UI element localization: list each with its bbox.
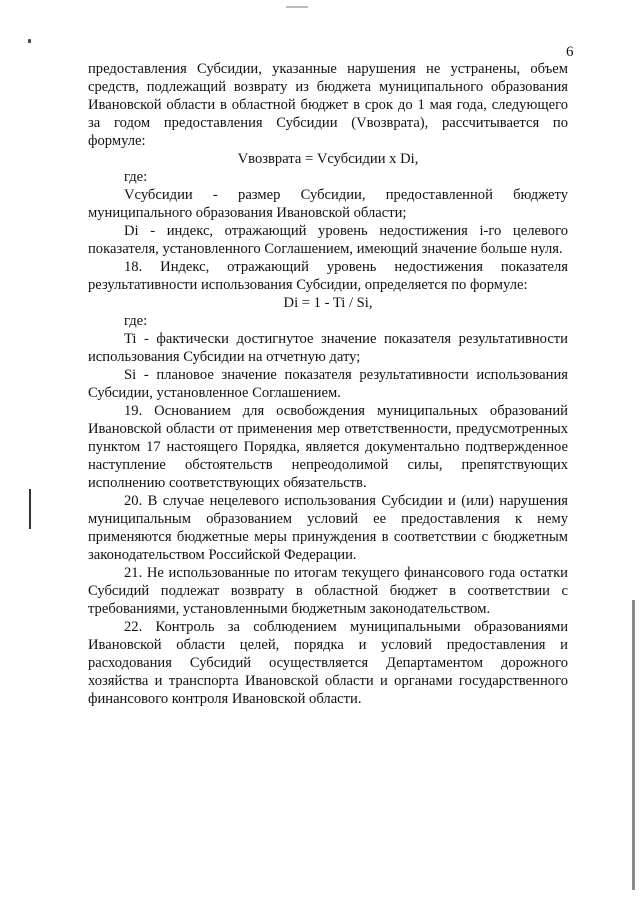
- formula-vozvrata: Vвозврата = Vсубсидии x Di,: [237, 151, 419, 167]
- where-label: где:: [124, 169, 148, 185]
- paragraph-18: 18. Индекс, отражающий уровень недостижения показателя результативности использования Субсидии, определяется по формуле:: [88, 259, 568, 293]
- scan-artifact-top: [286, 6, 308, 8]
- margin-mark-left: [29, 489, 31, 529]
- where-label: где:: [124, 313, 148, 329]
- definition-di: Di - индекс, отражающий уровень недостижения i-го целевого показателя, установленного Соглашением, имеющий значение больше нуля.: [88, 223, 568, 257]
- scan-edge-right: [632, 600, 635, 890]
- scan-artifact-dot: [28, 39, 31, 43]
- page-number: 6: [566, 44, 574, 60]
- formula-di: Di = 1 - Ti / Si,: [283, 295, 373, 311]
- paragraph-20: 20. В случае нецелевого использования Субсидии и (или) нарушения муниципальным образованием условий ее предоставления к нему применяются бюджетные меры принуждения в соответствии с бюджетным законодательством Российской Федерации.: [88, 493, 568, 563]
- definition-vsubsidii: Vсубсидии - размер Субсидии, предоставленной бюджету муниципального образования Ивановской области;: [88, 187, 568, 221]
- document-body: [88, 60, 568, 708]
- paragraph-intro-continuation: предоставления Субсидии, указанные нарушения не устранены, объем средств, подлежащий возврату из бюджета муниципального образования Ивановской области в областной бюджет в срок до 1 мая года, следующего за годом предоставления Субсидии (Vвозврата), рассчитывается по формуле:: [88, 61, 568, 149]
- paragraph-21: 21. Не использованные по итогам текущего финансового года остатки Субсидий подлежат возврату в областной бюджет в соответствии с требованиями, установленными бюджетным законодательством.: [88, 565, 568, 617]
- definition-ti: Ti - фактически достигнутое значение показателя результативности использования Субсидии на отчетную дату;: [88, 331, 568, 365]
- paragraph-22: 22. Контроль за соблюдением муниципальными образованиями Ивановской области целей, порядка и условий предоставления и расходования Субсидий осуществляется Департаментом дорожного хозяйства и транспорта Ивановской области и органами государственного финансового контроля Ивановской области.: [88, 619, 568, 707]
- paragraph-19: 19. Основанием для освобождения муниципальных образований Ивановской области от применения мер ответственности, предусмотренных пунктом 17 настоящего Порядка, является документально подтвержденное наступление обстоятельств непреодолимой силы, препятствующих исполнению соответствующих обязательств.: [88, 403, 568, 491]
- definition-si: Si - плановое значение показателя результативности использования Субсидии, установленное Соглашением.: [88, 367, 568, 401]
